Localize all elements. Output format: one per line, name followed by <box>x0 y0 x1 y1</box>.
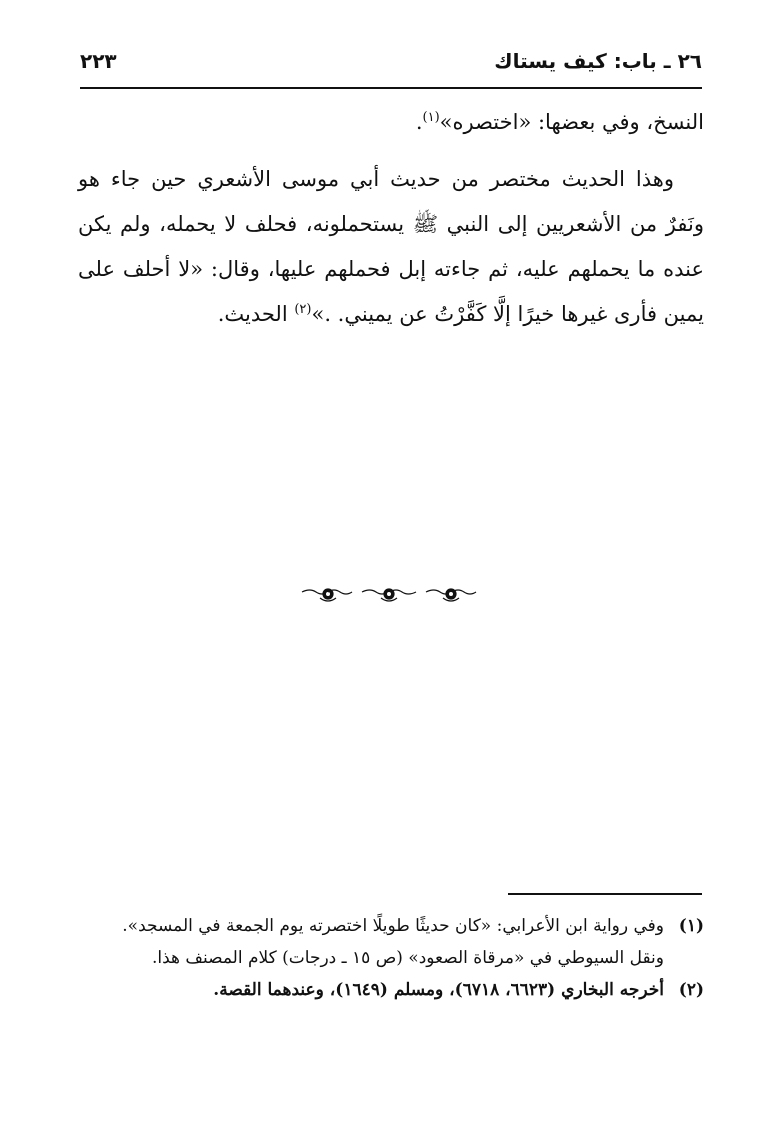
footnotes <box>80 910 704 1006</box>
footnote-1-continuation: ونقل السيوطي في «مرقاة الصعود» (ص ١٥ ـ درجات) كلام المصنف هذا. <box>151 948 664 968</box>
footnote-ref-1: (١) <box>422 110 440 125</box>
paragraph-2-end: الحديث. <box>217 302 295 326</box>
ornament-middle <box>362 589 416 601</box>
footnote-2 <box>80 974 704 1006</box>
footnote-1 <box>80 910 704 942</box>
ornament-right <box>426 589 476 601</box>
paragraph-1 <box>78 100 704 145</box>
header-rule <box>80 87 702 89</box>
section-end-ornament <box>298 584 480 606</box>
footnote-ref-2: (٢) <box>294 302 312 317</box>
paragraph-1-end: . <box>415 110 423 134</box>
paragraph-2 <box>78 157 704 337</box>
footnote-2-text: أخرجه البخاري (٦٦٢٣، ٦٧١٨)، ومسلم (١٦٤٩)، وعندهما القصة. <box>213 980 664 1000</box>
footnote-1-number: (١) <box>678 916 704 936</box>
ornament-left <box>302 589 352 601</box>
main-text <box>78 100 704 337</box>
running-header <box>80 44 702 78</box>
footnote-1-text: وفي رواية ابن الأعرابي: «كان حديثًا طويلًا اختصرته يوم الجمعة في المسجد». <box>122 916 664 936</box>
footnote-rule <box>508 893 702 895</box>
page-number: ٢٢٣ <box>80 49 117 73</box>
chapter-title: ٢٦ ـ باب: كيف يستاك <box>494 49 702 73</box>
paragraph-2-text: وهذا الحديث مختصر من حديث أبي موسى الأشعري حين جاء هو ونَفرٌ من الأشعريين إلى النبي ﷺ يستحملونه، فحلف لا يحمله، ولم يكن عنده ما يحملهم عليه، ثم جاءته إبل فحملهم عليها، وقال: «لا أحلف على يمين فأرى غيرها خيرًا إلَّا كَفَّرْتُ عن يميني. .» <box>78 167 704 326</box>
footnote-2-number: (٢) <box>678 980 704 1000</box>
paragraph-1-text: النسخ، وفي بعضها: «اختصره» <box>439 110 704 134</box>
